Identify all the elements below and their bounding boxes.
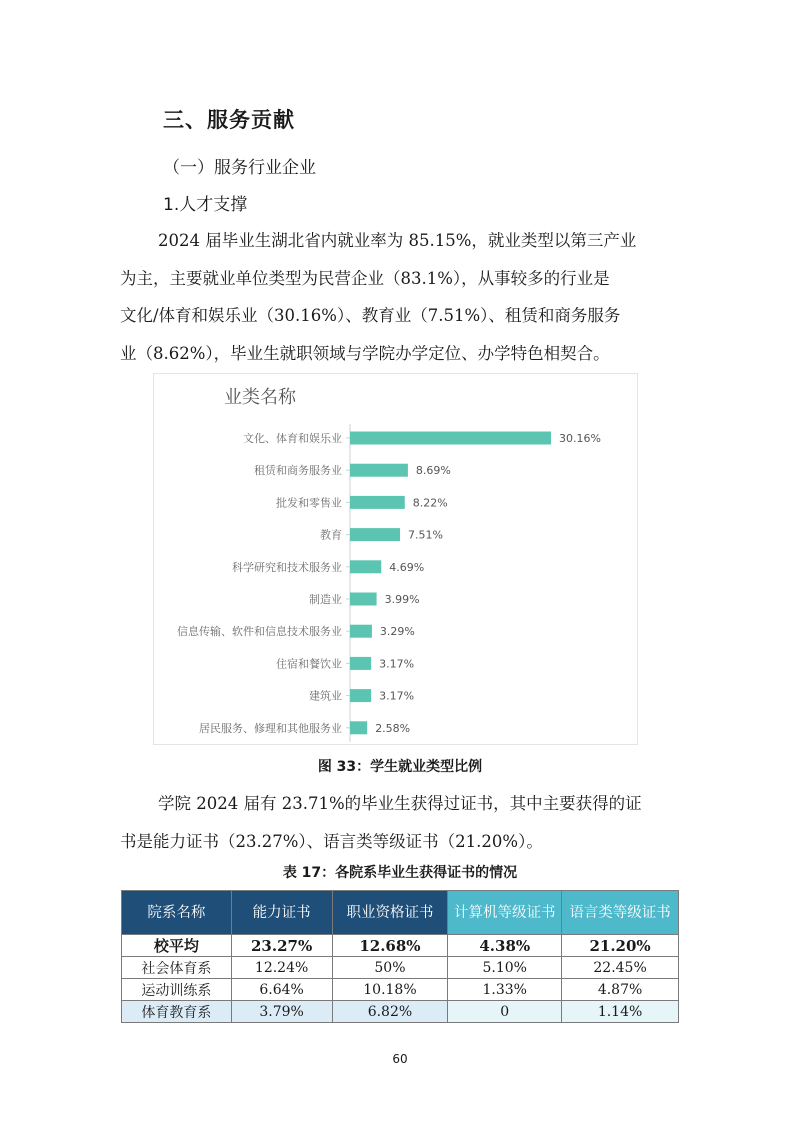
data-label: 7.51% xyxy=(408,528,444,542)
data-label: 8.69% xyxy=(415,464,451,478)
section-heading: 三、服务贡献 xyxy=(163,108,295,132)
chart-title: 业类名称 xyxy=(224,387,296,408)
data-label: 3.29% xyxy=(379,625,415,639)
table-row-average xyxy=(122,935,679,957)
paragraph-employment xyxy=(120,222,700,372)
table-cell: 22.45% xyxy=(562,957,679,979)
table-cell: 6.82% xyxy=(332,1001,448,1023)
paragraph-line: 业（8.62%），毕业生就职领域与学院办学定位、办学特色相契合。 xyxy=(120,343,610,363)
category-label: 科学研究和技术服务业 xyxy=(232,560,342,574)
table-cell: 3.79% xyxy=(231,1001,332,1023)
table-cell: 21.20% xyxy=(562,935,679,957)
table-header-cell: 语言类等级证书 xyxy=(562,891,679,935)
table-cell: 0 xyxy=(448,1001,562,1023)
paragraph-certificates xyxy=(120,785,700,860)
table-header-row xyxy=(122,891,679,935)
category-label: 租赁和商务服务业 xyxy=(254,464,342,478)
category-label: 建筑业 xyxy=(309,689,342,703)
paragraph-line: 书是能力证书（23.27%）、语言类等级证书（21.20%）。 xyxy=(120,831,543,851)
table-cell: 6.64% xyxy=(231,979,332,1001)
subsection-heading: （一）服务行业企业 xyxy=(163,158,316,178)
table-cell: 4.38% xyxy=(448,935,562,957)
bar xyxy=(350,593,377,606)
table-cell: 5.10% xyxy=(448,957,562,979)
sub-subsection-heading: 1.人才支撑 xyxy=(163,195,248,215)
bar xyxy=(350,721,367,734)
table-header-cell: 院系名称 xyxy=(122,891,232,935)
bar xyxy=(350,496,405,509)
figure-caption: 图 33：学生就业类型比例 xyxy=(317,759,483,775)
table-cell: 23.27% xyxy=(231,935,332,957)
data-label: 30.16% xyxy=(559,432,601,445)
data-label: 3.99% xyxy=(384,593,420,606)
bar xyxy=(350,657,371,670)
data-label: 8.22% xyxy=(412,496,448,510)
table-header-cell: 能力证书 xyxy=(231,891,332,935)
paragraph-line: 2024 届毕业生湖北省内就业率为 85.15%，就业类型以第三产业 xyxy=(158,231,637,250)
table-caption: 表 17：各院系毕业生获得证书的情况 xyxy=(282,865,518,881)
table-row xyxy=(122,979,679,1001)
table-cell: 50% xyxy=(332,957,448,979)
table-cell: 校平均 xyxy=(122,935,232,957)
bar xyxy=(350,689,371,702)
data-label: 4.69% xyxy=(389,560,425,574)
bar xyxy=(350,432,551,445)
bar xyxy=(350,464,408,477)
category-label: 批发和零售业 xyxy=(276,496,342,510)
category-label: 居民服务、修理和其他服务业 xyxy=(199,721,342,735)
data-label: 3.17% xyxy=(379,689,415,703)
paragraph-line: 为主，主要就业单位类型为民营企业（83.1%），从事较多的行业是 xyxy=(120,268,610,288)
category-label: 住宿和餐饮业 xyxy=(276,657,342,671)
bar xyxy=(350,625,372,638)
table-cell: 10.18% xyxy=(332,979,448,1001)
bar xyxy=(350,528,400,541)
industry-bar-chart xyxy=(153,373,638,745)
data-label: 2.58% xyxy=(375,721,411,735)
category-label: 制造业 xyxy=(309,593,342,606)
table-row xyxy=(122,1001,679,1023)
paragraph-line: 学院 2024 届有 23.71%的毕业生获得过证书，其中主要获得的证 xyxy=(158,794,642,813)
page-number: 60 xyxy=(392,1052,408,1066)
category-label: 文化、体育和娱乐业 xyxy=(243,432,342,445)
table-cell: 4.87% xyxy=(562,979,679,1001)
table-row xyxy=(122,957,679,979)
table-cell: 12.68% xyxy=(332,935,448,957)
table-cell: 运动训练系 xyxy=(122,979,232,1001)
table-cell: 体育教育系 xyxy=(122,1001,232,1023)
table-header-cell: 职业资格证书 xyxy=(332,891,448,935)
table-cell: 社会体育系 xyxy=(122,957,232,979)
data-label: 3.17% xyxy=(379,657,415,671)
table-cell: 1.14% xyxy=(562,1001,679,1023)
category-label: 信息传输、软件和信息技术服务业 xyxy=(177,625,342,639)
table-header-cell: 计算机等级证书 xyxy=(448,891,562,935)
table-cell: 12.24% xyxy=(231,957,332,979)
category-label: 教育 xyxy=(320,528,342,542)
table-cell: 1.33% xyxy=(448,979,562,1001)
paragraph-line: 文化/体育和娱乐业（30.16%）、教育业（7.51%）、租赁和商务服务 xyxy=(120,306,621,325)
bar xyxy=(350,560,381,573)
certificate-table xyxy=(121,890,679,1023)
